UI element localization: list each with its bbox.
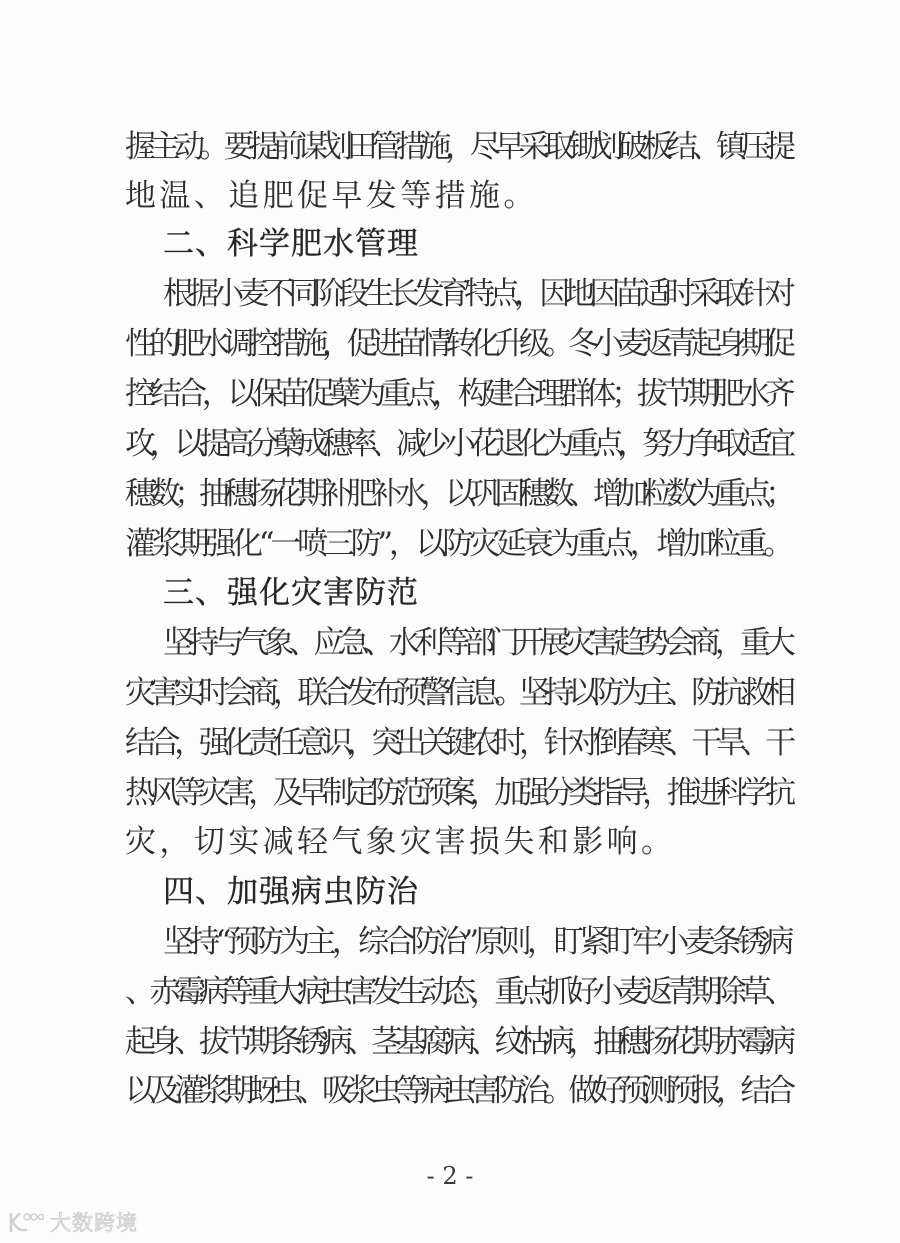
paragraph-line: 性的肥水调控措施，促进苗情转化升级。冬小麦返青起身期促 xyxy=(125,326,790,362)
watermark-text: 大数跨境 xyxy=(50,1211,138,1235)
watermark xyxy=(8,1207,138,1237)
paragraph-line: 控结合，以保苗促蘖为重点，构建合理群体；拔节期肥水齐 xyxy=(125,376,791,412)
paragraph-line: 地温、追肥促早发等措施。 xyxy=(125,178,538,214)
paragraph-line: 结合，强化责任意识，突出关键农时，针对倒春寒、干旱、干 xyxy=(125,725,790,761)
paragraph-line: 以及灌浆期蚜虫、吸浆虫等病虫害防治。做好预测预报，结合 xyxy=(125,1073,790,1109)
paragraph-line: 灾害实时会商，联合发布预警信息。坚持以防为主、防抗救相 xyxy=(125,675,790,711)
paragraph-line: 热风等灾害，及早制定防范预案，加强分类指导，推进科学抗 xyxy=(125,775,790,811)
section-heading: 四、加强病虫防治 xyxy=(163,874,419,910)
paragraph-line: 攻，以提高分蘖成穗率、减少小花退化为重点，努力争取适宜 xyxy=(125,426,790,462)
paragraph-line: 坚持与气象、应急、水利等部门开展灾害趋势会商，重大 xyxy=(163,625,790,661)
paragraph-line: 穗数；抽穗扬花期补肥补水，以巩固穗数、增加粒数为重点； xyxy=(125,476,790,512)
paragraph-line: 坚持“预防为主，综合防治”原则，盯紧盯牢小麦条锈病 xyxy=(163,924,790,960)
section-heading: 二、科学肥水管理 xyxy=(163,226,419,262)
paragraph-line: 根据小麦不同阶段生长发育特点，因地因苗适时采取针对 xyxy=(163,276,790,312)
paragraph-line: 握主动。要提前谋划田管措施，尽早采取锄划破板结、镇压提 xyxy=(125,129,790,165)
paragraph-line: 灌浆期强化“一喷三防”，以防灾延衰为重点，增加粒重。 xyxy=(125,526,791,562)
paragraph-line: 、赤霉病等重大病虫害发生动态，重点抓好小麦返青期除草、 xyxy=(125,974,790,1010)
page-number xyxy=(0,1162,900,1190)
page-number-text: - 2 - xyxy=(426,1162,474,1190)
k100-logo-icon xyxy=(8,1210,44,1234)
paragraph-line: 灾，切实减轻气象灾害损失和影响。 xyxy=(125,824,676,860)
section-heading: 三、强化灾害防范 xyxy=(163,575,419,611)
paragraph-line: 起身、拔节期条锈病、茎基腐病、纹枯病，抽穗扬花期赤霉病 xyxy=(125,1024,790,1060)
